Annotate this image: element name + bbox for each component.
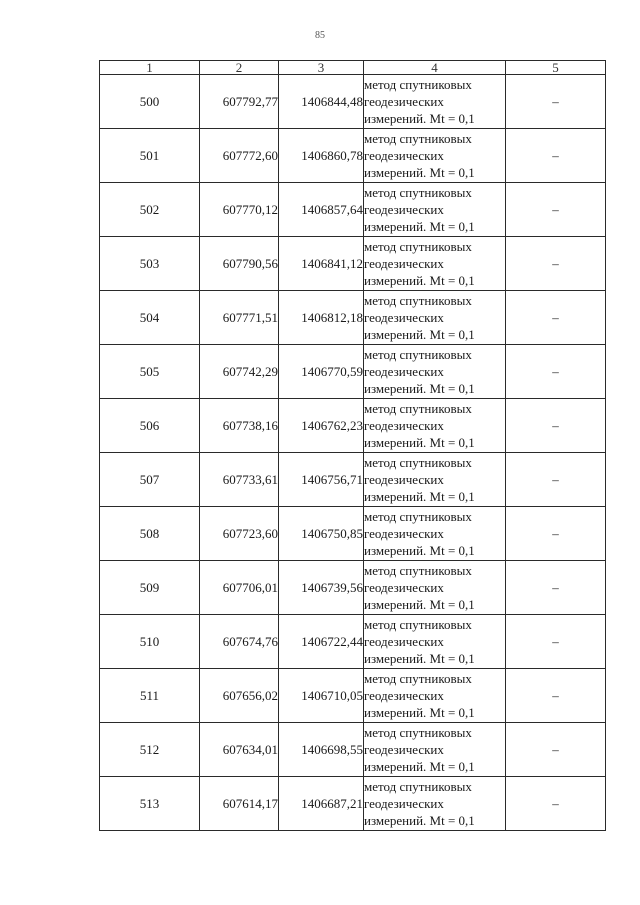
method-line: измерений. Mt = 0,1 bbox=[364, 381, 475, 396]
coordinate-y: 1406698,55 bbox=[279, 723, 364, 777]
method-line: геодезических bbox=[364, 418, 444, 433]
point-number: 508 bbox=[100, 507, 200, 561]
method-description bbox=[364, 777, 506, 831]
method-description bbox=[364, 75, 506, 129]
point-number: 502 bbox=[100, 183, 200, 237]
coordinate-y: 1406687,21 bbox=[279, 777, 364, 831]
table-row bbox=[100, 669, 606, 723]
table-row bbox=[100, 453, 606, 507]
method-line: метод спутниковых bbox=[364, 563, 472, 578]
header-cell-y: 3 bbox=[279, 61, 364, 75]
coordinate-x: 607790,56 bbox=[200, 237, 279, 291]
table-row bbox=[100, 237, 606, 291]
method-line: геодезических bbox=[364, 688, 444, 703]
method-line: геодезических bbox=[364, 580, 444, 595]
point-number: 505 bbox=[100, 345, 200, 399]
method-line: метод спутниковых bbox=[364, 239, 472, 254]
method-line: измерений. Mt = 0,1 bbox=[364, 597, 475, 612]
table-row bbox=[100, 345, 606, 399]
method-description bbox=[364, 669, 506, 723]
coordinate-y: 1406762,23 bbox=[279, 399, 364, 453]
method-line: геодезических bbox=[364, 796, 444, 811]
method-line: измерений. Mt = 0,1 bbox=[364, 273, 475, 288]
method-line: метод спутниковых bbox=[364, 293, 472, 308]
point-number: 504 bbox=[100, 291, 200, 345]
header-cell-method: 4 bbox=[364, 61, 506, 75]
point-number: 506 bbox=[100, 399, 200, 453]
method-description bbox=[364, 183, 506, 237]
method-line: метод спутниковых bbox=[364, 131, 472, 146]
point-number: 500 bbox=[100, 75, 200, 129]
coordinate-y: 1406770,59 bbox=[279, 345, 364, 399]
page-number: 85 bbox=[315, 30, 325, 41]
method-description bbox=[364, 453, 506, 507]
method-line: метод спутниковых bbox=[364, 185, 472, 200]
table-row bbox=[100, 561, 606, 615]
note-dash: – bbox=[506, 75, 606, 129]
method-description bbox=[364, 345, 506, 399]
table-row bbox=[100, 291, 606, 345]
note-dash: – bbox=[506, 237, 606, 291]
method-line: метод спутниковых bbox=[364, 725, 472, 740]
coordinate-x: 607792,77 bbox=[200, 75, 279, 129]
method-line: метод спутниковых bbox=[364, 509, 472, 524]
method-line: геодезических bbox=[364, 94, 444, 109]
method-line: измерений. Mt = 0,1 bbox=[364, 111, 475, 126]
table-body bbox=[100, 75, 606, 831]
note-dash: – bbox=[506, 561, 606, 615]
table-row bbox=[100, 129, 606, 183]
table-header-row bbox=[100, 61, 606, 75]
coordinate-y: 1406860,78 bbox=[279, 129, 364, 183]
point-number: 509 bbox=[100, 561, 200, 615]
method-line: геодезических bbox=[364, 310, 444, 325]
table-row bbox=[100, 183, 606, 237]
method-line: метод спутниковых bbox=[364, 347, 472, 362]
method-description bbox=[364, 399, 506, 453]
method-line: метод спутниковых bbox=[364, 77, 472, 92]
coordinate-x: 607706,01 bbox=[200, 561, 279, 615]
method-description bbox=[364, 507, 506, 561]
coordinate-x: 607674,76 bbox=[200, 615, 279, 669]
method-description bbox=[364, 237, 506, 291]
method-line: метод спутниковых bbox=[364, 779, 472, 794]
coordinate-y: 1406857,64 bbox=[279, 183, 364, 237]
method-line: измерений. Mt = 0,1 bbox=[364, 651, 475, 666]
method-line: измерений. Mt = 0,1 bbox=[364, 327, 475, 342]
note-dash: – bbox=[506, 345, 606, 399]
coordinate-x: 607656,02 bbox=[200, 669, 279, 723]
coordinate-y: 1406739,56 bbox=[279, 561, 364, 615]
table-row bbox=[100, 507, 606, 561]
note-dash: – bbox=[506, 399, 606, 453]
coordinate-y: 1406844,48 bbox=[279, 75, 364, 129]
table-row bbox=[100, 399, 606, 453]
note-dash: – bbox=[506, 507, 606, 561]
note-dash: – bbox=[506, 669, 606, 723]
method-line: измерений. Mt = 0,1 bbox=[364, 165, 475, 180]
coordinate-x: 607770,12 bbox=[200, 183, 279, 237]
method-line: геодезических bbox=[364, 256, 444, 271]
table-row bbox=[100, 723, 606, 777]
method-line: метод спутниковых bbox=[364, 401, 472, 416]
point-number: 507 bbox=[100, 453, 200, 507]
header-cell-x: 2 bbox=[200, 61, 279, 75]
method-line: измерений. Mt = 0,1 bbox=[364, 543, 475, 558]
coordinate-x: 607614,17 bbox=[200, 777, 279, 831]
note-dash: – bbox=[506, 777, 606, 831]
method-description bbox=[364, 615, 506, 669]
method-line: метод спутниковых bbox=[364, 671, 472, 686]
coordinate-x: 607733,61 bbox=[200, 453, 279, 507]
method-line: измерений. Mt = 0,1 bbox=[364, 813, 475, 828]
point-number: 503 bbox=[100, 237, 200, 291]
method-line: измерений. Mt = 0,1 bbox=[364, 705, 475, 720]
coordinate-x: 607771,51 bbox=[200, 291, 279, 345]
note-dash: – bbox=[506, 291, 606, 345]
method-line: измерений. Mt = 0,1 bbox=[364, 489, 475, 504]
method-line: геодезических bbox=[364, 742, 444, 757]
method-line: геодезических bbox=[364, 364, 444, 379]
method-line: метод спутниковых bbox=[364, 455, 472, 470]
coordinate-x: 607772,60 bbox=[200, 129, 279, 183]
method-line: измерений. Mt = 0,1 bbox=[364, 219, 475, 234]
point-number: 512 bbox=[100, 723, 200, 777]
method-line: геодезических bbox=[364, 526, 444, 541]
point-number: 511 bbox=[100, 669, 200, 723]
note-dash: – bbox=[506, 129, 606, 183]
note-dash: – bbox=[506, 615, 606, 669]
method-description bbox=[364, 291, 506, 345]
coordinate-x: 607738,16 bbox=[200, 399, 279, 453]
header-cell-point: 1 bbox=[100, 61, 200, 75]
method-line: геодезических bbox=[364, 634, 444, 649]
note-dash: – bbox=[506, 723, 606, 777]
note-dash: – bbox=[506, 183, 606, 237]
coordinate-x: 607723,60 bbox=[200, 507, 279, 561]
method-description bbox=[364, 723, 506, 777]
method-description bbox=[364, 561, 506, 615]
method-line: измерений. Mt = 0,1 bbox=[364, 435, 475, 450]
coordinate-y: 1406756,71 bbox=[279, 453, 364, 507]
coordinate-y: 1406750,85 bbox=[279, 507, 364, 561]
table-row bbox=[100, 75, 606, 129]
coordinate-y: 1406710,05 bbox=[279, 669, 364, 723]
coordinates-table bbox=[99, 60, 606, 831]
coordinate-y: 1406841,12 bbox=[279, 237, 364, 291]
method-line: геодезических bbox=[364, 472, 444, 487]
point-number: 510 bbox=[100, 615, 200, 669]
table-row bbox=[100, 615, 606, 669]
coordinate-x: 607742,29 bbox=[200, 345, 279, 399]
method-line: геодезических bbox=[364, 202, 444, 217]
method-line: измерений. Mt = 0,1 bbox=[364, 759, 475, 774]
header-cell-note: 5 bbox=[506, 61, 606, 75]
method-line: метод спутниковых bbox=[364, 617, 472, 632]
coordinate-y: 1406812,18 bbox=[279, 291, 364, 345]
method-description bbox=[364, 129, 506, 183]
coordinate-x: 607634,01 bbox=[200, 723, 279, 777]
table-row bbox=[100, 777, 606, 831]
point-number: 513 bbox=[100, 777, 200, 831]
point-number: 501 bbox=[100, 129, 200, 183]
method-line: геодезических bbox=[364, 148, 444, 163]
coordinate-y: 1406722,44 bbox=[279, 615, 364, 669]
note-dash: – bbox=[506, 453, 606, 507]
